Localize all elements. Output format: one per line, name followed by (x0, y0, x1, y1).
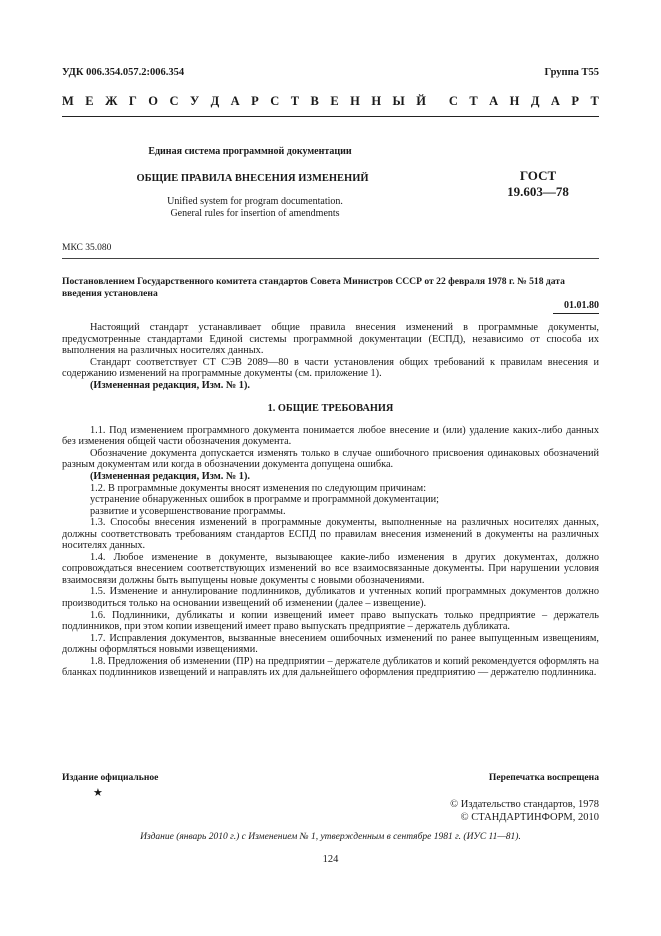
banner-letter: Е (330, 94, 339, 108)
english-title-line: Unified system for program documentation. (167, 196, 343, 207)
paragraph: развитие и усовершенствование программы. (90, 505, 286, 517)
paragraph: 1.5. Изменение и аннулирование подлинников, дубликатов и учтенных копий программных документов должно производиться только на основании извещений об изменении (далее – извещение). (62, 586, 599, 610)
header-rule (62, 258, 599, 259)
banner-letter: Ы (392, 94, 405, 108)
banner-letter: А (489, 94, 499, 108)
banner-letter: С (270, 94, 280, 108)
group-code: Группа Т55 (544, 67, 599, 78)
paragraph: 1.6. Подлинники, дубликаты и копии извещений имеет право выпускать только предприятие – держатель подлинников, при этом копии извещений имеет право выпускать предприятие – держатель дубликата. (62, 609, 599, 633)
mks-code: МКС 35.080 (62, 243, 112, 253)
banner-letter: Н (509, 94, 520, 108)
udk-code: УДК 006.354.057.2:006.354 (62, 67, 185, 78)
banner-letter: Д (530, 94, 540, 108)
decree-text: Постановлением Государственного комитета стандартов Совета Министров СССР от 22 февраля 1978 г. № 518 дата введения установлена (62, 276, 565, 299)
banner-letter: В (310, 94, 319, 108)
paragraph: 1.2. В программные документы вносят изменения по следующим причинам: (90, 482, 427, 494)
banner-letter: А (230, 94, 240, 108)
amendment-note: (Измененная редакция, Изм. № 1). (90, 471, 250, 483)
banner-letter: У (189, 94, 200, 108)
official-edition-label: Издание официальное (62, 772, 159, 783)
paragraph: 1.4. Любое изменение в документе, вызывающее какие-либо изменения в других документах, должно сопровождаться внесением соответствующих изменений во все взаимосвязанные документы. При нарушении условия взаимосвязи должны быть выпущены новые документы с новыми обозначениями. (62, 551, 599, 586)
gost-label: ГОСТ (519, 168, 557, 183)
english-title (0, 196, 510, 220)
paragraph: Настоящий стандарт устанавливает общие правила внесения изменений в программные документы, предусмотренные стандартами Единой системы программной документации (ЕСПД), независимо от способа их выполнения на различных носителях данных. (62, 322, 599, 357)
banner-letter: Н (350, 94, 360, 108)
banner-letter: Е (85, 94, 94, 108)
banner-letter: Й (416, 94, 426, 108)
copyright-block (450, 799, 599, 824)
banner-letter: Т (469, 94, 478, 108)
banner-letter: А (550, 94, 560, 108)
banner-letter: М (62, 94, 74, 108)
document-body (62, 322, 599, 679)
banner-letter: Т (290, 94, 300, 108)
copyright-line: © Издательство стандартов, 1978 (450, 799, 599, 810)
banner-rule (62, 116, 599, 117)
intro-date-underline (553, 313, 599, 314)
section-heading: 1. ОБЩИЕ ТРЕБОВАНИЯ (267, 403, 394, 415)
amendment-note: (Измененная редакция, Изм. № 1). (90, 379, 250, 391)
gost-code: 19.603—78 (507, 184, 569, 199)
banner-letter: Н (371, 94, 382, 108)
system-name: Единая система программной документации (148, 146, 352, 157)
edition-note: Издание (январь 2010 г.) с Изменением № 1, утвержденным в сентябре 1981 г. (ИУС 11—81). (140, 832, 521, 842)
banner-letter: С (169, 94, 179, 108)
copyright-line: © СТАНДАРТИНФОРМ, 2010 (460, 811, 599, 823)
gost-number (493, 168, 583, 200)
paragraph: Стандарт соответствует СТ СЭВ 2089—80 в части установления общих требований к правилам внесения и содержанию изменений на программные документы (см. приложение 1). (62, 356, 599, 380)
banner-letter: Г (128, 94, 137, 108)
paragraph: 1.3. Способы внесения изменений в программные документы, выполненные на различных носителях данных, должны соответствовать требованиям стандартов ЕСПД по правилам внесения изменений в документы на различных носителях данных. (62, 517, 599, 552)
page-number: 124 (322, 854, 339, 865)
banner-letter: О (148, 94, 159, 108)
banner-letter: С (448, 94, 458, 108)
document-title: ОБЩИЕ ПРАВИЛА ВНЕСЕНИЯ ИЗМЕНЕНИЙ (136, 173, 369, 184)
standard-banner (62, 94, 599, 109)
reprint-forbidden-label: Перепечатка воспрещена (488, 772, 599, 783)
banner-letter: Р (571, 94, 580, 108)
intro-date: 01.01.80 (564, 300, 599, 311)
banner-letter: Р (251, 94, 259, 108)
banner-letter: Ж (105, 94, 118, 108)
paragraph: 1.8. Предложения об изменении (ПР) на предприятии – держателе дубликатов и копий рекомендуется оформлять на бланках подлинников извещений и направлять их для дальнейшего оформления предприятию — держателю подлинника. (62, 655, 599, 679)
paragraph: Обозначение документа допускается изменять только в случае ошибочного присвоения одинаковых обозначений разным документам или когда в обозначении документа допущена ошибка. (62, 447, 599, 471)
english-title-line: General rules for insertion of amendments (170, 208, 340, 219)
banner-letter: Т (590, 94, 599, 108)
star-icon: ★ (93, 787, 103, 799)
banner-letter: Д (210, 94, 220, 108)
paragraph: 1.7. Исправления документов, вызванные внесением ошибочных изменений по ранее выпущенным извещениям, должны оформляться новыми извещениями. (62, 632, 599, 656)
paragraph: 1.1. Под изменением программного документа понимается любое внесение и (или) удаление каких-либо данных без изменения общей части обозначения документа. (62, 424, 599, 448)
paragraph: устранение обнаруженных ошибок в программе и программной документации; (90, 494, 439, 506)
